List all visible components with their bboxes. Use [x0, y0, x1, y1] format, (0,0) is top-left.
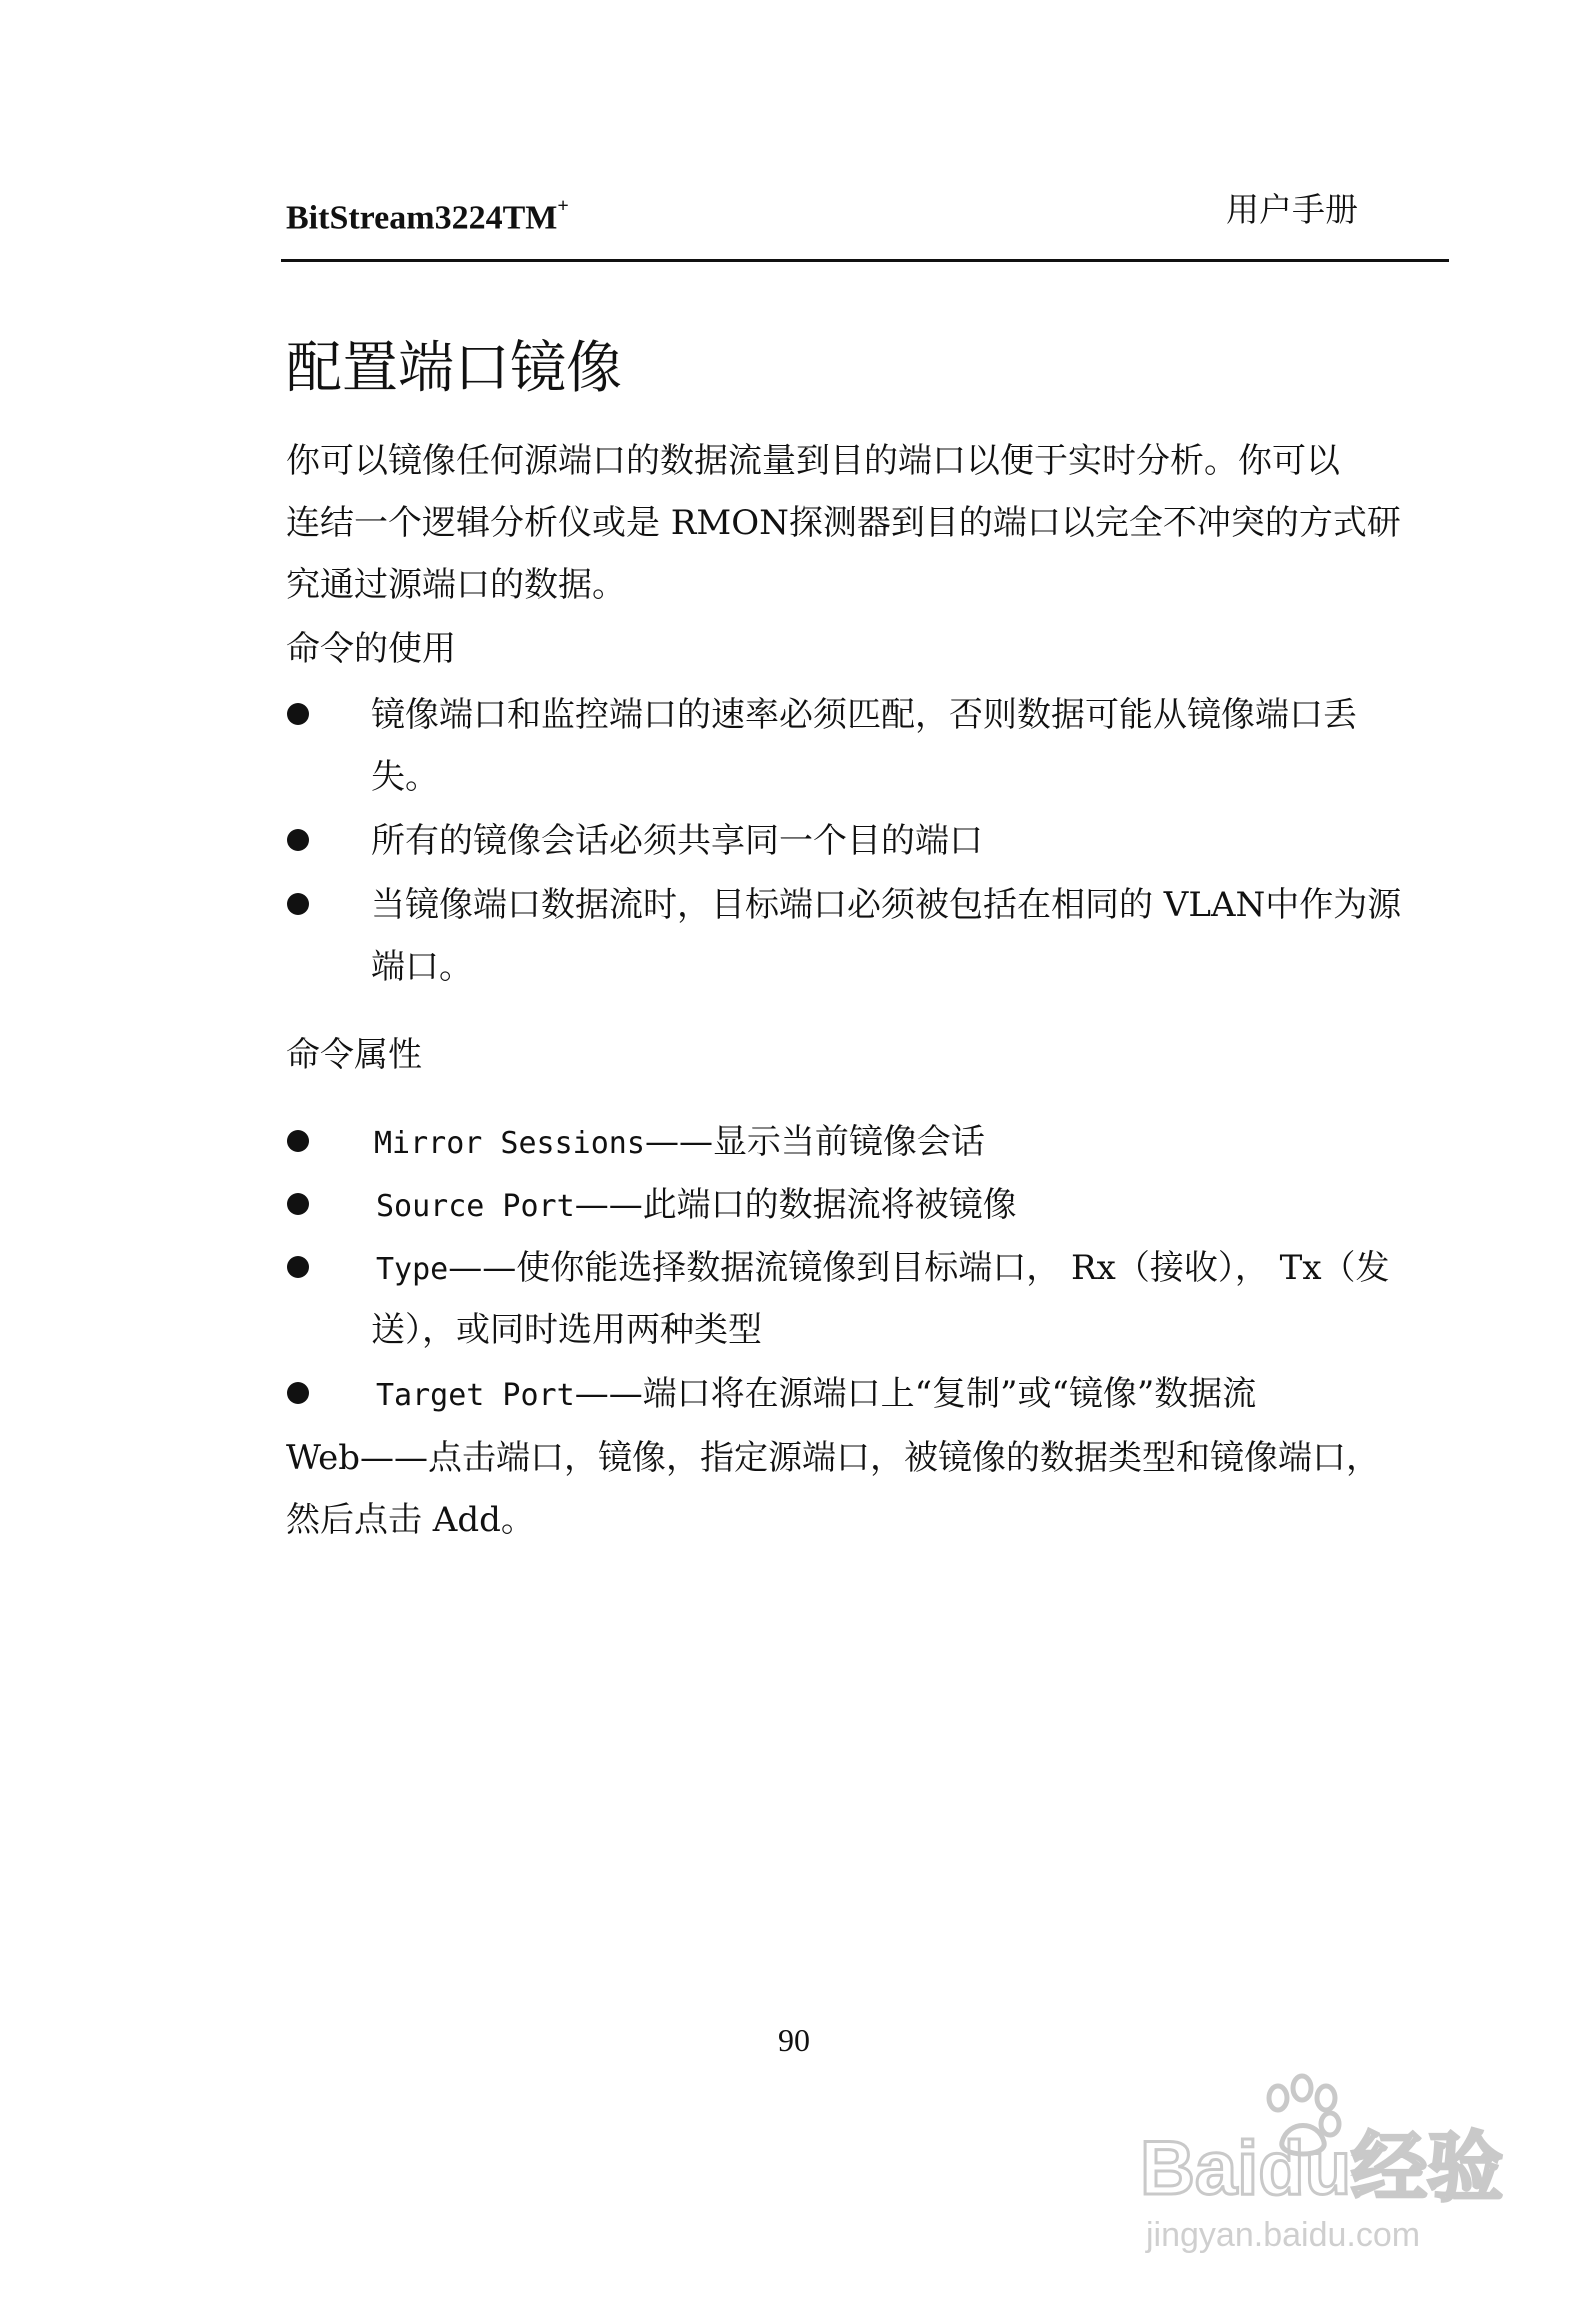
usage-item-3-line-1: 当镜像端口数据流时，目标端口必须被包括在相同的 VLAN中作为源: [371, 885, 1402, 925]
watermark-brand: Baidu经验: [1140, 2126, 1504, 2211]
bullet-icon: [287, 1130, 309, 1152]
intro-line-3: 究通过源端口的数据。: [286, 565, 626, 605]
usage-item-3-line-2: 端口。: [371, 947, 473, 987]
attribute-source-port: [376, 1185, 1017, 1227]
header-manual-label: 用户手册: [1226, 190, 1358, 229]
page-number: 90: [778, 2022, 810, 2058]
intro-line-2: 连结一个逻辑分析仪或是 RMON探测器到目的端口以完全不冲突的方式研: [286, 503, 1401, 543]
bullet-icon: [287, 1193, 309, 1215]
bullet-icon: [287, 703, 309, 725]
section-title: 配置端口镜像: [286, 336, 622, 401]
usage-heading: 命令的使用: [286, 629, 456, 669]
attribute-mirror-sessions: [374, 1122, 985, 1164]
header-product-superscript: +: [557, 195, 569, 217]
web-instruction-line-2: 然后点击 Add。: [286, 1500, 535, 1540]
attribute-term: Mirror Sessions: [374, 1126, 645, 1161]
usage-item-1-line-2: 失。: [371, 757, 439, 797]
attribute-term: Source Port: [376, 1189, 575, 1224]
attribute-description: ——显示当前镜像会话: [644, 1122, 985, 1162]
attribute-term: Target Port: [376, 1378, 575, 1413]
attribute-description: ——端口将在源端口上“复制”或“镜像”数据流: [574, 1374, 1257, 1414]
header-divider: [281, 259, 1449, 262]
header-product-name: [286, 190, 569, 238]
watermark-url: jingyan.baidu.com: [1146, 2216, 1421, 2254]
attribute-target-port: [376, 1374, 1256, 1416]
intro-line-1: 你可以镜像任何源端口的数据流量到目的端口以便于实时分析。你可以: [286, 441, 1340, 481]
baidu-jingyan-watermark: [1120, 2070, 1540, 2270]
bullet-icon: [287, 1256, 309, 1278]
header-product-text: BitStream3224TM: [286, 199, 558, 237]
bullet-icon: [287, 1382, 309, 1404]
attribute-description: ——此端口的数据流将被镜像: [574, 1185, 1017, 1225]
usage-item-2-line-1: 所有的镜像会话必须共享同一个目的端口: [371, 821, 983, 861]
attribute-type-continuation: 送），或同时选用两种类型: [371, 1310, 762, 1350]
bullet-icon: [287, 829, 309, 851]
attributes-heading: 命令属性: [286, 1035, 422, 1075]
web-instruction-line-1: Web——点击端口，镜像，指定源端口，被镜像的数据类型和镜像端口，: [286, 1438, 1381, 1478]
attribute-description: ——使你能选择数据流镜像到目标端口， Rx（接收）， Tx（发: [448, 1248, 1390, 1288]
usage-item-1-line-1: 镜像端口和监控端口的速率必须匹配，否则数据可能从镜像端口丢: [371, 695, 1357, 735]
bullet-icon: [287, 893, 309, 915]
attribute-term: Type: [376, 1252, 449, 1287]
attribute-type: [376, 1248, 1390, 1290]
